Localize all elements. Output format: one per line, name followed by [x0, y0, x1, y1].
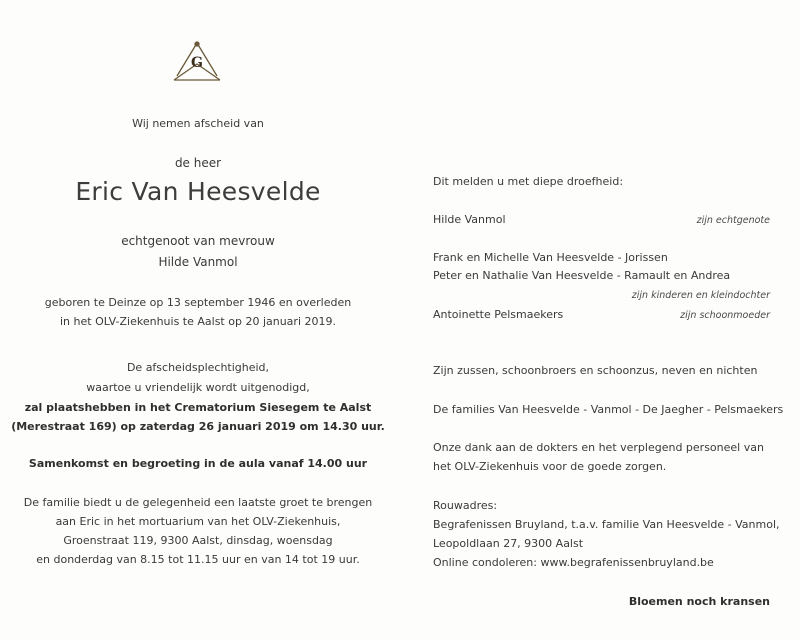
visit-line-1: De familie biedt u de gelegenheid een laatste groet te brengen	[23, 496, 373, 509]
family-role: zijn kinderen en kleindochter	[631, 290, 770, 301]
right-panel	[400, 0, 800, 640]
honorific: de heer	[174, 156, 222, 170]
announce-text: Dit melden u met diepe droefheid:	[433, 175, 624, 188]
ceremony-line-2: waartoe u vriendelijk wordt uitgenodigd,	[86, 381, 310, 394]
deceased-name: Eric Van Heesvelde	[75, 177, 321, 206]
address-line-2: Leopoldlaan 27, 9300 Aalst	[433, 537, 584, 550]
family-role: zijn schoonmoeder	[680, 310, 770, 321]
condolence-link[interactable]: Online condoleren: www.begrafenissenbruyland.be	[433, 556, 714, 569]
family-role: zijn echtgenote	[696, 215, 770, 226]
ceremony-line-4: (Merestraat 169) op zaterdag 26 januari 2019 om 14.30 uur.	[11, 420, 385, 433]
visit-line-3: Groenstraat 119, 9300 Aalst, dinsdag, woensdag	[63, 534, 333, 547]
birth-line-1: geboren te Deinze op 13 september 1946 en overleden	[44, 296, 352, 309]
family-name: Hilde Vanmol	[433, 213, 506, 226]
intro-text: Wij nemen afscheid van	[132, 117, 264, 130]
spouse-line: echtgenoot van mevrouw	[121, 234, 275, 248]
thanks-line-2: het OLV-Ziekenhuis voor de goede zorgen.	[433, 460, 667, 473]
visit-line-4: en donderdag van 8.15 tot 11.15 uur en van 14 tot 19 uur.	[36, 553, 360, 566]
no-flowers-note: Bloemen noch kransen	[628, 595, 770, 608]
family-name: Antoinette Pelsmaekers	[433, 308, 564, 321]
ceremony-line-1: De afscheidsplechtigheid,	[126, 361, 270, 374]
birth-line-2: in het OLV-Ziekenhuis te Aalst op 20 januari 2019.	[60, 315, 336, 328]
address-label: Rouwadres:	[433, 499, 498, 512]
address-line-1: Begrafenissen Bruyland, t.a.v. familie Van Heesvelde - Vanmol,	[433, 518, 780, 531]
family-name: Peter en Nathalie Van Heesvelde - Ramault en Andrea	[433, 269, 731, 282]
emblem-letter: G	[191, 55, 203, 71]
gathering-note: Samenkomst en begroeting in de aula vanaf 14.00 uur	[28, 457, 368, 470]
spouse-name: Hilde Vanmol	[158, 255, 238, 269]
family-name: Frank en Michelle Van Heesvelde - Jorissen	[433, 251, 668, 264]
families-line: De families Van Heesvelde - Vanmol - De Jaegher - Pelsmaekers	[433, 403, 784, 416]
ceremony-line-3: zal plaatshebben in het Crematorium Siesegem te Aalst	[24, 401, 372, 414]
siblings-line: Zijn zussen, schoonbroers en schoonzus, neven en nichten	[433, 364, 758, 377]
thanks-line-1: Onze dank aan de dokters en het verplegend personeel van	[433, 441, 764, 454]
visit-line-2: aan Eric in het mortuarium van het OLV-Ziekenhuis,	[55, 515, 341, 528]
square-and-compass-icon	[171, 40, 223, 84]
